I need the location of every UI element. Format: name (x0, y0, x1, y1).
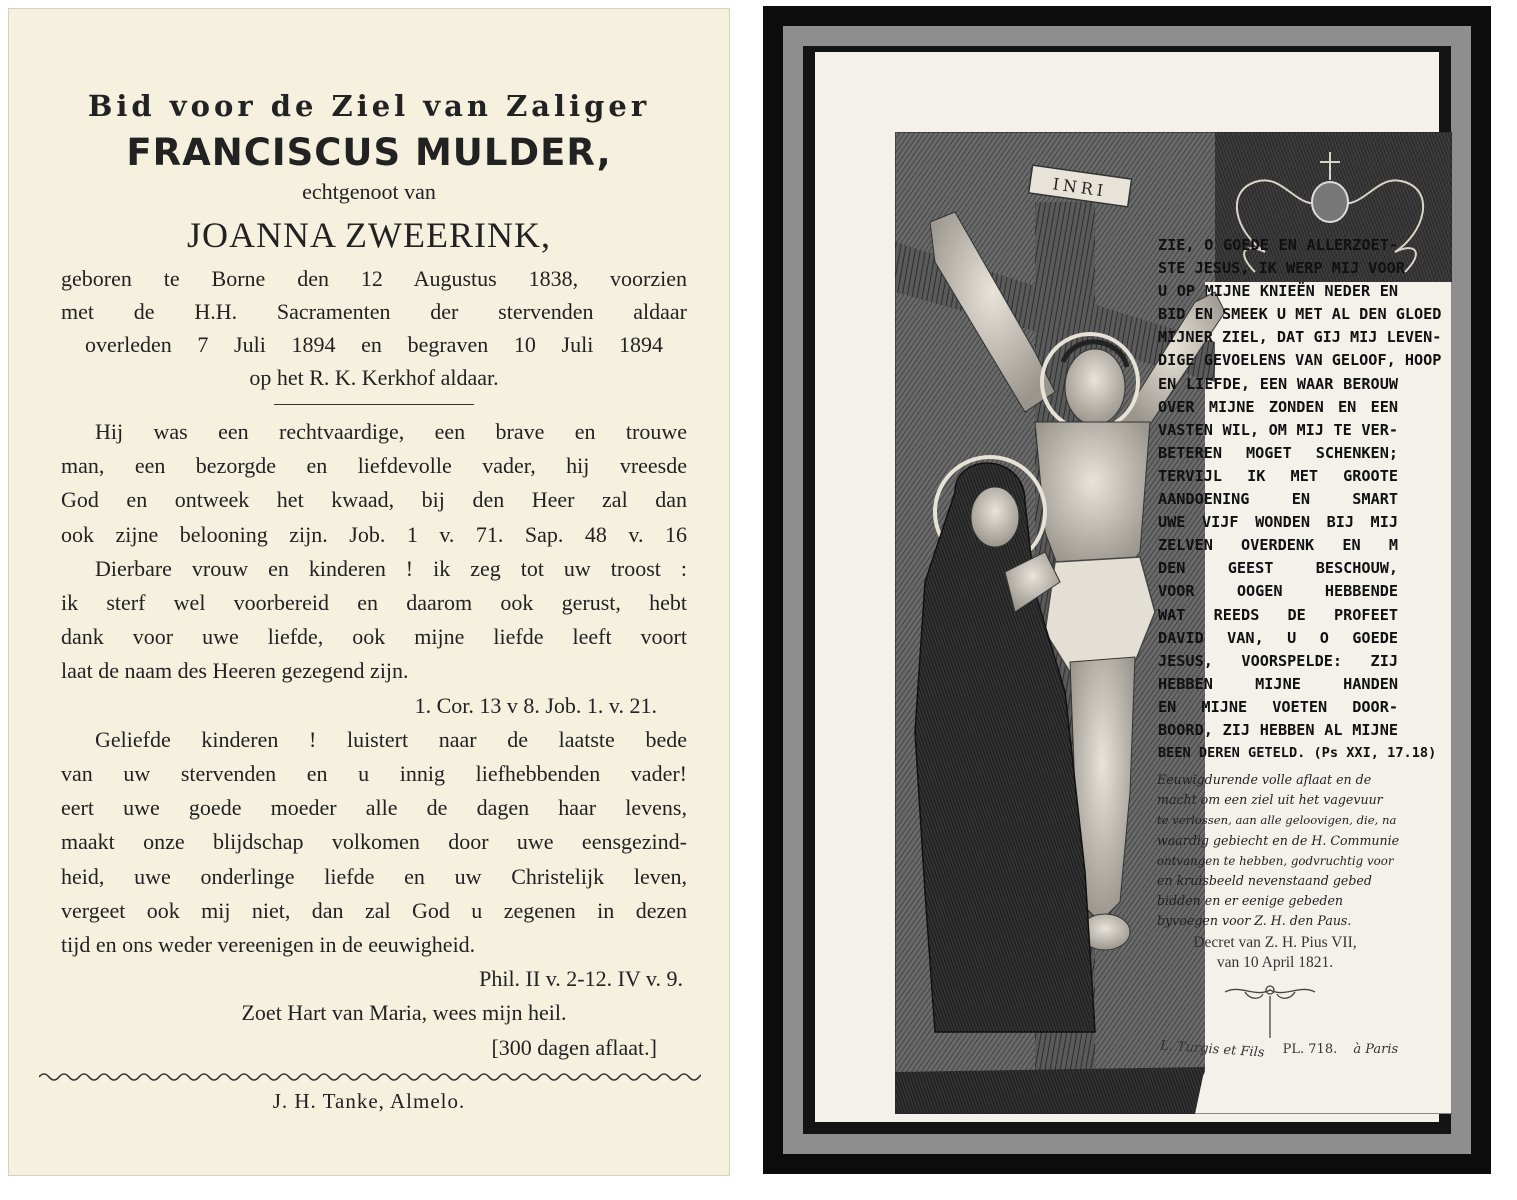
prayer-line: BOORD, ZIJ HEBBEN AL MIJNE (1158, 720, 1398, 739)
printer-credit: J. H. Tanke, Almelo. (272, 1089, 466, 1113)
memorial-text-body (61, 415, 687, 1065)
ground (895, 1067, 1205, 1114)
paragraph-line: heid, uwe onderlinge liefde en uw Christelijk leven, (61, 863, 687, 889)
decree-line: Decret van Z. H. Pius VII, (1193, 934, 1357, 951)
paragraph-line: God en ontweek het kwaad, bij den Heer zal dan (61, 487, 687, 513)
paragraph-line: laat de naam des Heeren gezegend zijn. (61, 658, 409, 684)
paragraph-line: ik sterf wel voorbereid en daarom ook gerust, hebt (61, 590, 687, 616)
spouse-name: JOANNA ZWEERINK, (187, 215, 551, 255)
prayer-line: VOOR OOGEN HEBBENDE (1158, 582, 1398, 601)
prayer-line: OVER MIJNE ZONDEN EN EEN (1158, 397, 1398, 416)
flourish-ornament-icon (1215, 980, 1325, 1040)
prayer-line: AANDOENING EN SMART (1158, 490, 1398, 509)
paragraph-line: tijd en ons weder vereenigen in de eeuwigheid. (61, 932, 476, 958)
engraver-name: L. Turgis et Fils (1159, 1038, 1265, 1061)
deceased-name: FRANCISCUS MULDER, (126, 131, 612, 174)
prayer-line: UWE VIJF WONDEN BIJ MIJ (1158, 513, 1398, 532)
prayer-line: MIJNER ZIEL, DAT GIJ MIJ LEVEN- (1158, 328, 1442, 347)
plate-number: PL. 718. (1282, 1042, 1338, 1057)
intro-line: met de H.H. Sacramenten der stervenden aldaar (61, 299, 687, 324)
prayer-line: DEN GEEST BESCHOUW, (1158, 559, 1398, 578)
indulgence-text (1157, 770, 1400, 932)
paragraph-line: Geliefde kinderen ! luistert naar de laatste bede (95, 726, 687, 752)
intro-line: op het R. K. Kerkhof aldaar. (249, 365, 499, 390)
engraver-city: à Paris (1353, 1042, 1399, 1057)
scripture-reference: Phil. II v. 2-12. IV v. 9. (479, 966, 683, 992)
indulgence-line: byvoegen voor Z. H. den Paus. (1157, 913, 1352, 929)
prayer-line: WAT REEDS DE PROFEET (1158, 605, 1398, 624)
scripture-reference: 1. Cor. 13 v 8. Job. 1. v. 21. (414, 692, 657, 718)
paragraph-line: Hij was een rechtvaardige, een brave en trouwe (95, 419, 687, 444)
paragraph-line: vergeet ook mij niet, dan zal God u zegenen in dezen (61, 897, 687, 923)
memorial-card-text-side (8, 8, 730, 1176)
prayer-line: ZELVEN OVERDENK EN M (1158, 536, 1398, 555)
indulgence-note: [300 dagen aflaat.] (491, 1034, 657, 1060)
prayer-line: DIGE GEVOELENS VAN GELOOF, HOOP (1158, 351, 1442, 370)
prayer-line: ZIE, O GOEDE EN ALLERZOET- (1158, 236, 1398, 254)
prayer-line: U OP MIJNE KNIEËN NEDER EN (1158, 282, 1398, 301)
prayer-line: EN LIEFDE, EEN WAAR BEROUW (1158, 374, 1398, 393)
paragraph-line: van uw stervenden en u innig liefhebbenden vader! (61, 761, 687, 787)
prayer-line: HEBBEN MIJNE HANDEN (1158, 674, 1398, 693)
closing-invocation: Zoet Hart van Maria, wees mijn heil. (241, 1000, 567, 1026)
indulgence-line: macht om een ziel uit het vagevuur (1157, 792, 1383, 808)
prayer-line: VASTEN WIL, OM MIJ TE VER- (1158, 420, 1398, 439)
decree-text (1155, 933, 1395, 973)
divider-rule (274, 404, 474, 405)
paragraph-line: dank voor uwe liefde, ook mijne liefde leeft voort (61, 624, 687, 650)
indulgence-line: Eeuwigdurende volle aflaat en de (1157, 772, 1372, 787)
engraver-credit (1159, 1038, 1399, 1061)
prayer-text (1158, 234, 1442, 765)
paragraph-line: Dierbare vrouw en kinderen ! ik zeg tot uw troost : (95, 555, 687, 581)
indulgence-line: en kruisbeeld nevenstaand gebed (1157, 873, 1372, 889)
paragraph-line: ook zijne belooning zijn. Job. 1 v. 71. Sap. 48 v. 16 (61, 521, 687, 547)
prayer-line: BID EN SMEEK U MET AL DEN GLOED (1158, 305, 1442, 324)
indulgence-line: waardig gebiecht en de H. Communie (1157, 832, 1400, 848)
indulgence-line: ontvangen te hebben, godvruchtig voor (1157, 853, 1394, 868)
prayer-line: TERVIJL IK MET GROOTE (1158, 466, 1398, 485)
paragraph-line: eert uwe goede moeder alle de dagen haar levens, (61, 795, 687, 821)
inri-label: INRI (1051, 174, 1109, 201)
prayer-line: BEEN DEREN GETELD. (Ps XXI, 17.18) (1158, 745, 1437, 762)
paragraph-line: maakt onze blijdschap volkomen door uwe eensgezind- (61, 829, 687, 855)
prayer-line: STE JESUS, IK WERP MIJ VOOR (1158, 259, 1405, 278)
birth-death-details (61, 262, 687, 394)
spouse-label: echtgenoot van (302, 179, 436, 204)
prayer-line: EN MIJNE VOETEN DOOR- (1158, 697, 1398, 716)
prayer-line: JESUS, VOORSPELDE: ZIJ (1158, 651, 1398, 670)
decree-line: van 10 April 1821. (1216, 954, 1334, 971)
indulgence-line: bidden en er eenige gebeden (1157, 893, 1344, 909)
wavy-divider (39, 1071, 701, 1083)
intro-line: overleden 7 Juli 1894 en begraven 10 Juli 1894 (85, 332, 663, 357)
intro-line: geboren te Borne den 12 Augustus 1838, voorzien (61, 266, 687, 291)
indulgence-line: te verlossen, aan alle geloovigen, die, na (1157, 813, 1397, 828)
prayer-line: BETEREN MOGET SCHENKEN; (1158, 443, 1398, 462)
prayer-heading: Bid voor de Ziel van Zaliger (87, 89, 651, 123)
prayer-line: DAVID VAN, U O GOEDE (1158, 628, 1398, 647)
paragraph-line: man, een bezorgde en liefdevolle vader, hij vreesde (61, 453, 687, 479)
